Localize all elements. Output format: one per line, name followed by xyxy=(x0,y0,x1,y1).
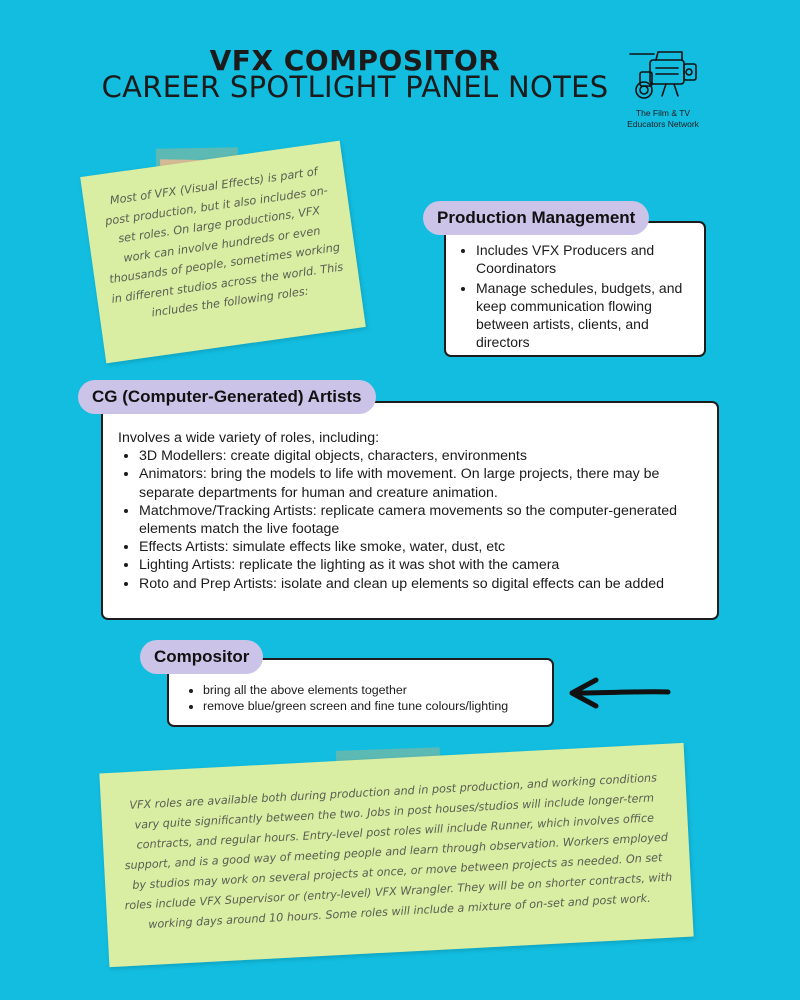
working-conditions-note: VFX roles are available both during production and in post production, and working conditions vary quite significantly between the two. Jobs in post houses/studios will include longer-term contracts, and regular hours. Entry-level post roles will include Runner, which involves office support, and is a good way of meeting people and learn through observation. Workers employed by studios may work on several projects at once, or move between projects as needed. On set roles include VFX Supervisor or (entry-level) VFX Wrangler. They will be on shorter contracts, with working days around 10 hours. Some roles will include a mixture of on-set and post work. xyxy=(99,743,693,967)
compositor-list xyxy=(187,682,542,714)
list-item: • 3D Modellers: create digital objects, characters, environments xyxy=(139,447,703,465)
logo xyxy=(620,48,706,130)
cg-artists-box xyxy=(101,401,719,620)
cg-artists-list xyxy=(118,447,703,593)
list-item: • Roto and Prep Artists: isolate and clean up elements so digital effects can be added xyxy=(139,575,703,593)
list-item: • Animators: bring the models to life with movement. On large projects, there may be separate departments for human and creature animation. xyxy=(139,465,703,501)
list-item: • Manage schedules, budgets, and keep communication flowing between artists, clients, and directors xyxy=(476,279,694,351)
intro-note: Most of VFX (Visual Effects) is part of post production, but it also includes on-set roles. On large productions, VFX work can involve hundreds or even thousands of people, sometimes working in different studios across the world. This includes the following roles: xyxy=(80,141,366,364)
page-title: VFX COMPOSITOR xyxy=(209,44,501,77)
production-management-list xyxy=(458,241,694,351)
logo-name-line1: The Film & TV xyxy=(635,108,691,118)
compositor-heading: Compositor xyxy=(140,640,263,674)
video-camera-icon xyxy=(626,48,700,100)
page-subtitle: CAREER SPOTLIGHT PANEL NOTES xyxy=(101,70,609,104)
cg-artists-intro: Involves a wide variety of roles, including: xyxy=(118,430,380,446)
list-item: • Effects Artists: simulate effects like smoke, water, dust, etc xyxy=(139,538,703,556)
logo-name-line2: Educators Network xyxy=(627,119,699,129)
production-management-heading: Production Management xyxy=(423,201,649,235)
list-item: • Lighting Artists: replicate the lighting as it was shot with the camera xyxy=(139,556,703,574)
list-item: • bring all the above elements together xyxy=(203,682,542,698)
arrow-left-icon xyxy=(566,676,672,710)
production-management-box xyxy=(444,221,706,357)
list-item: • remove blue/green screen and fine tune colours/lighting xyxy=(203,698,542,714)
list-item: • Matchmove/Tracking Artists: replicate camera movements so the computer-generated elements match the live footage xyxy=(139,502,703,538)
cg-artists-heading: CG (Computer-Generated) Artists xyxy=(78,380,376,414)
list-item: • Includes VFX Producers and Coordinators xyxy=(476,241,694,277)
